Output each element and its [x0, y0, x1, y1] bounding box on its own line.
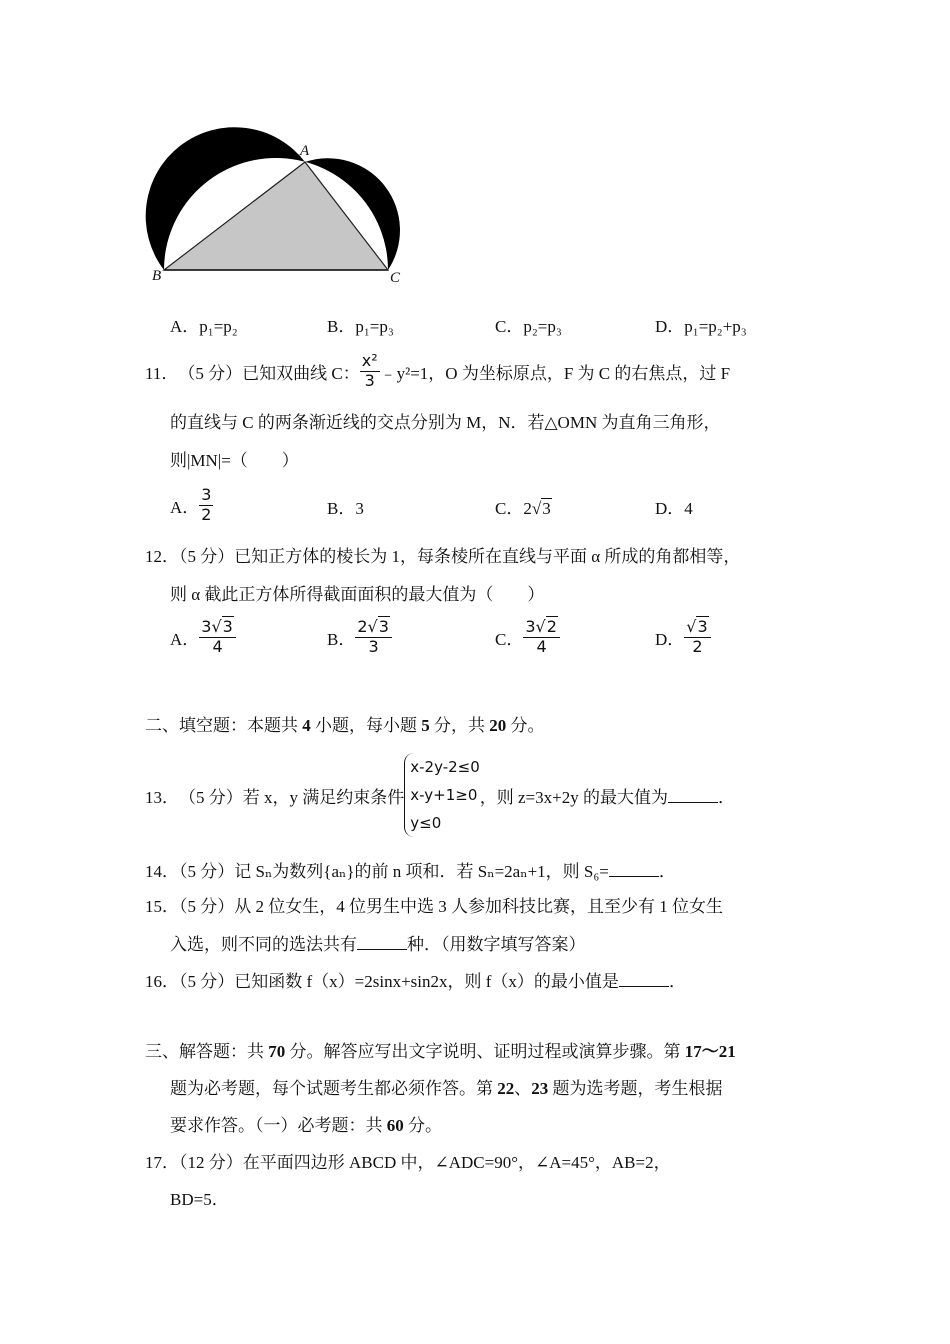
q11-option-a: A． 3 2	[170, 484, 212, 524]
q12-option-a: A． 3√3 4	[170, 614, 236, 660]
q12-option-d: D． √3 2	[655, 614, 711, 660]
answer-blank	[609, 862, 659, 877]
q15-line2: 入选，则不同的选法共有 种．（用数字填写答案）	[170, 935, 586, 954]
q12-line2: 则 α 截此正方体所得截面面积的最大值为（ ）	[170, 585, 545, 604]
q17-line2: BD=5．	[170, 1190, 229, 1209]
constraint-system: x-2y-2≤0 x-y+1≥0 y≤0	[404, 753, 480, 837]
q13: 13． （5 分）若 x，y 满足约束条件 x-2y-2≤0 x-y+1≥0 y≤0 ，则 z=3x+2y 的最大值为 ．	[145, 754, 735, 836]
section3-line3: 要求作答。（一）必考题：共 60 分。	[170, 1116, 442, 1135]
q11-line3: 则|MN|=（ ）	[170, 451, 299, 470]
q12-line1: 12．（5 分）已知正方体的棱长为 1，每条棱所在直线与平面 α 所成的角都相等，	[145, 547, 741, 566]
answer-blank	[357, 935, 407, 950]
q12-option-c: C． 3√2 4	[495, 614, 560, 660]
q11-line1: 11． （5 分）已知双曲线 C： x² 3 ﹣y²=1，O 为坐标原点，F 为 C 的右焦点，过 F	[145, 350, 731, 390]
section2-heading: 二、填空题：本题共 4 小题，每小题 5 分，共 20 分。	[145, 716, 545, 735]
section3-line1: 三、解答题：共 70 分。解答应写出文字说明、证明过程或演算步骤。第 17～21	[145, 1042, 736, 1061]
q10-option-b: B．p₁=p₃	[327, 317, 394, 336]
vertex-c-label: C	[390, 270, 401, 286]
vertex-a-label: A	[300, 143, 310, 159]
vertex-b-label: B	[152, 268, 162, 284]
q16: 16．（5 分）已知函数 f（x）=2sinx+sin2x，则 f（x）的最小值是 ．	[145, 972, 686, 991]
q15-line1: 15．（5 分）从 2 位女生，4 位男生中选 3 人参加科技比赛，且至少有 1 位女生	[145, 897, 723, 916]
q11-line2: 的直线与 C 的两条渐近线的交点分别为 M，N．若△OMN 为直角三角形，	[170, 413, 721, 432]
q11-option-d: D．4	[655, 499, 693, 518]
q17-line1: 17．（12 分）在平面四边形 ABCD 中，∠ADC=90°，∠A=45°，AB=2，	[145, 1153, 671, 1172]
q14: 14．（5 分）记 Sₙ为数列{aₙ}的前 n 项和．若 Sₙ=2aₙ+1，则 S₆= ．	[145, 862, 676, 881]
q12-option-b: B． 2√3 3	[327, 614, 392, 660]
q10-option-c: C．p₂=p₃	[495, 317, 562, 336]
answer-blank	[619, 972, 669, 987]
section3-line2: 题为必考题，每个试题考生都必须作答。第 22、23 题为选考题，考生根据	[170, 1079, 723, 1098]
q11-option-c: C．2√3	[495, 499, 551, 518]
q11-option-b: B．3	[327, 499, 364, 518]
answer-blank	[668, 788, 718, 803]
lune-figure	[140, 120, 430, 290]
q10-option-a: A．p₁=p₂	[170, 317, 238, 336]
q10-option-d: D．p₁=p₂+p₃	[655, 317, 747, 336]
